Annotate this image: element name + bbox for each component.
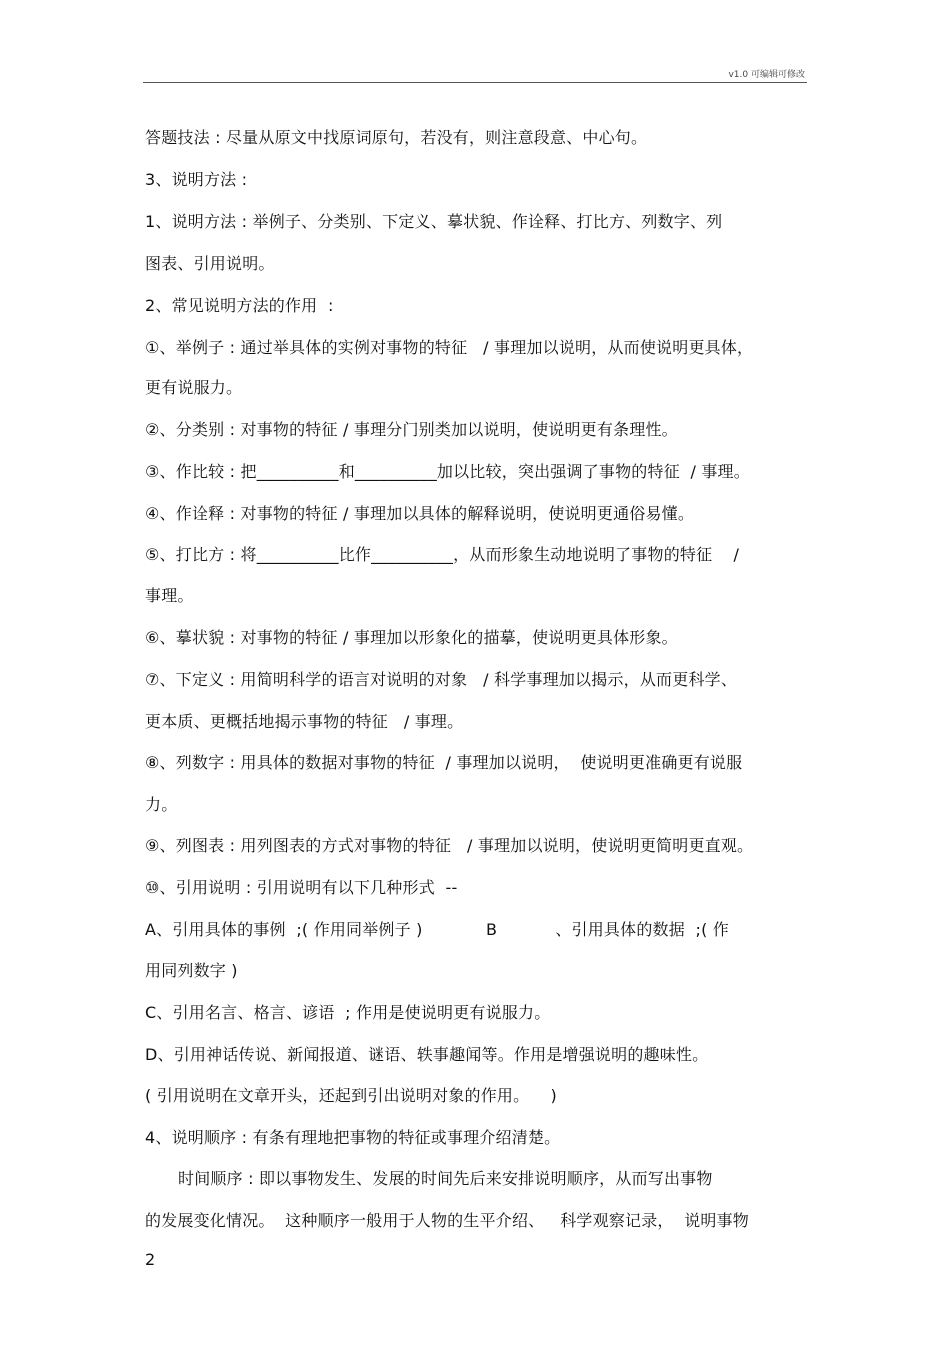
text-line-answer-technique: 答题技法 : 尽量从原文中找原词原句，若没有，则注意段意、中心句。 (145, 128, 648, 147)
text-line-section-4: 4、说明顺序 : 有条有理地把事物的特征或事理介绍清楚。 (145, 1128, 561, 1147)
text-line-methods-effects: 2、常见说明方法的作用 : (145, 296, 334, 315)
text-line-example-cont: 更有说服力。 (145, 378, 243, 397)
text-line-citation: ⑩、引用说明 : 引用说明有以下几种形式 -- (145, 878, 458, 897)
text-line-citation-a-b: A、引用具体的事例 ;( 作用同举例子 ) B 、引用具体的数据 ;( 作 (145, 920, 730, 939)
header-rule (143, 82, 807, 83)
text-line-analogy: ⑤、打比方 : 将__________比作__________，从而形象生动地说明了事物的特征 / (145, 545, 740, 564)
text-line-analogy-cont: 事理。 (145, 586, 194, 605)
text-line-example: ①、举例子 : 通过举具体的实例对事物的特征 / 事理加以说明，从而使说明更具体， (145, 338, 754, 357)
text-line-time-order-cont: 的发展变化情况。 这种顺序一般用于人物的生平介绍、 科学观察记录， 说明事物 (145, 1211, 750, 1230)
text-line-charts: ⑨、列图表 : 用列图表的方式对事物的特征 / 事理加以说明，使说明更简明更直观。 (145, 836, 754, 855)
text-line-methods-list-cont: 图表、引用说明。 (145, 254, 275, 273)
text-line-definition: ⑦、下定义 : 用简明科学的语言对说明的对象 / 科学事理加以揭示，从而更科学、 (145, 670, 738, 689)
page-number: 2 (145, 1250, 156, 1269)
text-line-description: ⑥、摹状貌 : 对事物的特征 / 事理加以形象化的描摹，使说明更具体形象。 (145, 628, 678, 647)
text-line-citation-b-cont: 用同列数字 ) (145, 961, 238, 980)
text-line-definition-cont: 更本质、更概括地揭示事物的特征 / 事理。 (145, 712, 464, 731)
text-line-methods-list: 1、说明方法 : 举例子、分类别、下定义、摹状貌、作诠释、打比方、列数字、列 (145, 212, 723, 231)
text-line-citation-note: ( 引用说明在文章开头，还起到引出说明对象的作用。 ) (145, 1086, 557, 1105)
text-line-numbers-cont: 力。 (145, 795, 178, 814)
text-line-numbers: ⑧、列数字 : 用具体的数据对事物的特征 / 事理加以说明， 使说明更准确更有说服 (145, 753, 743, 772)
text-line-citation-d: D、引用神话传说、新闻报道、谜语、轶事趣闻等。作用是增强说明的趣味性。 (145, 1045, 709, 1064)
text-line-classification: ②、分类别 : 对事物的特征 / 事理分门别类加以说明，使说明更有条理性。 (145, 420, 678, 439)
text-line-comparison: ③、作比较 : 把__________和__________加以比较，突出强调了事物的特征 / 事理。 (145, 462, 750, 481)
text-line-section-3: 3、说明方法 : (145, 170, 248, 189)
text-line-explanation: ④、作诠释 : 对事物的特征 / 事理加以具体的解释说明，使说明更通俗易懂。 (145, 504, 695, 523)
text-line-time-order: 时间顺序 : 即以事物发生、发展的时间先后来安排说明顺序，从而写出事物 (178, 1169, 713, 1188)
header-version-text: v1.0 可编辑可修改 (728, 70, 805, 80)
text-line-citation-c: C、引用名言、格言、谚语 ; 作用是使说明更有说服力。 (145, 1003, 551, 1022)
